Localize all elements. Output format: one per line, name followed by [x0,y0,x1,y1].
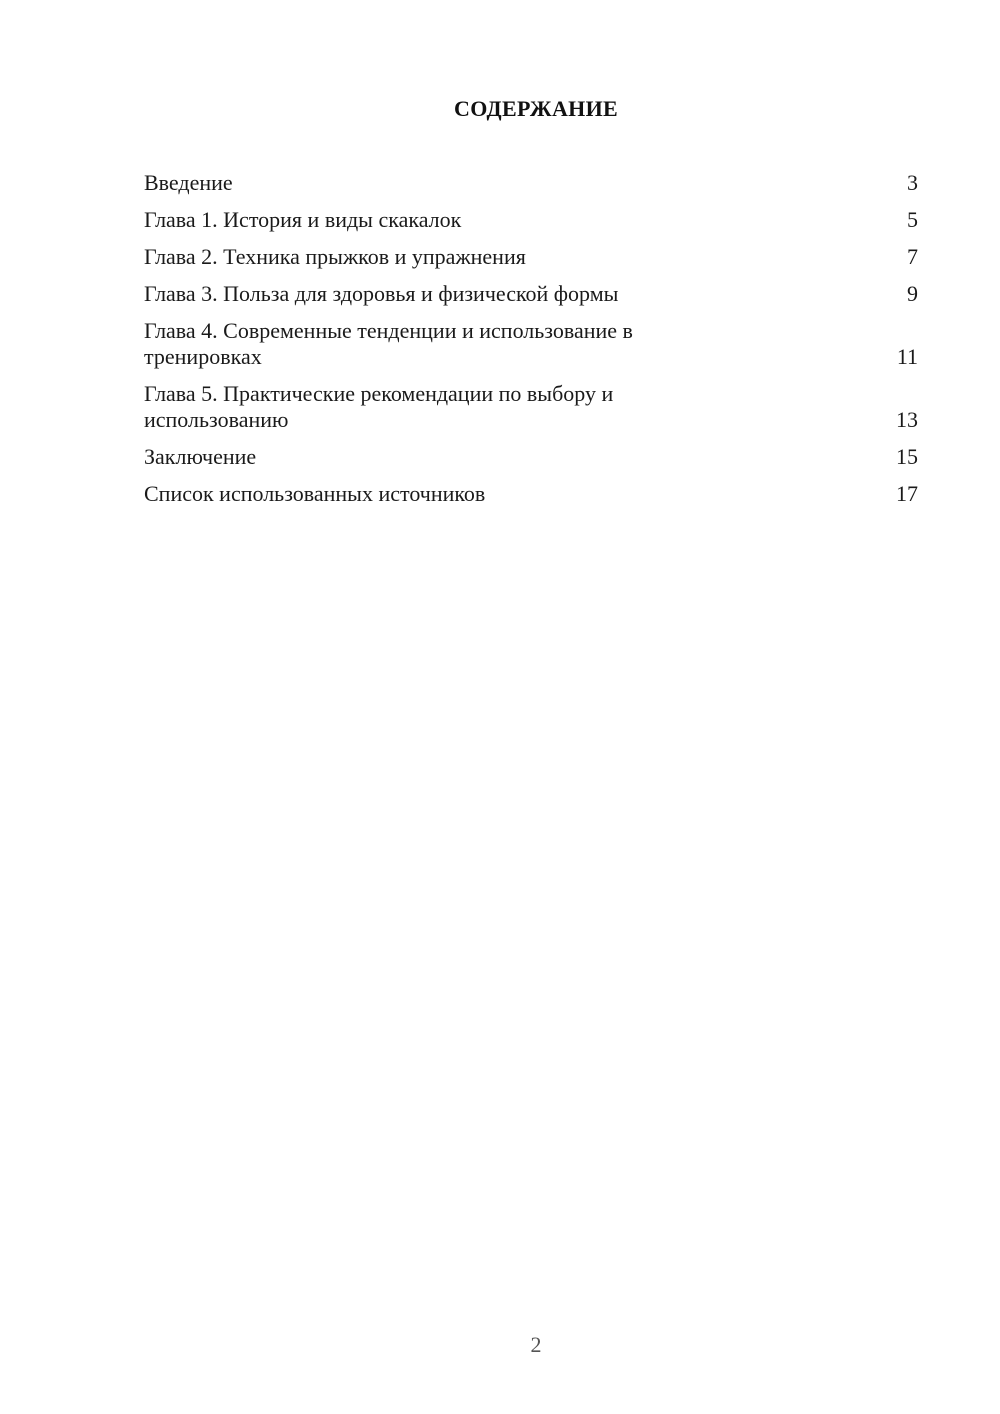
toc-entry-chapter-2 [144,244,918,270]
toc-entry-conclusion [144,444,918,470]
toc-entry-page: 15 [896,444,918,469]
toc-entry-page: 11 [896,344,918,369]
page-number: 2 [530,1332,542,1357]
toc-entry-chapter-4 [144,318,918,370]
toc-entry-page: 9 [907,281,918,306]
toc-entry-chapter-1 [144,207,918,233]
toc-entry-page: 13 [896,407,918,432]
toc-entry-label: Глава 5. Практические рекомендации по выбору и использованию [144,381,614,432]
toc-entry-chapter-5 [144,381,918,433]
toc-entry-references [144,481,918,507]
toc-entry-page: 3 [907,170,918,195]
toc-entry-page: 5 [907,207,918,232]
toc-entry-label: Глава 1. История и виды скакалок [144,207,462,232]
toc-entry-page: 7 [907,244,918,269]
toc-entry-label: Заключение [144,444,257,469]
toc-entry-label: Введение [144,170,233,195]
toc-entry-page: 17 [896,481,918,506]
toc-title: СОДЕРЖАНИЕ [454,96,618,121]
toc-entry-label: Глава 2. Техника прыжков и упражнения [144,244,526,269]
toc-entry-label: Глава 4. Современные тенденции и использование в тренировках [144,318,633,369]
toc-entry-chapter-3 [144,281,918,307]
toc-entry-label: Список использованных источников [144,481,486,506]
table-of-contents [144,170,918,518]
toc-entry-introduction [144,170,918,196]
toc-entry-label: Глава 3. Польза для здоровья и физической формы [144,281,619,306]
